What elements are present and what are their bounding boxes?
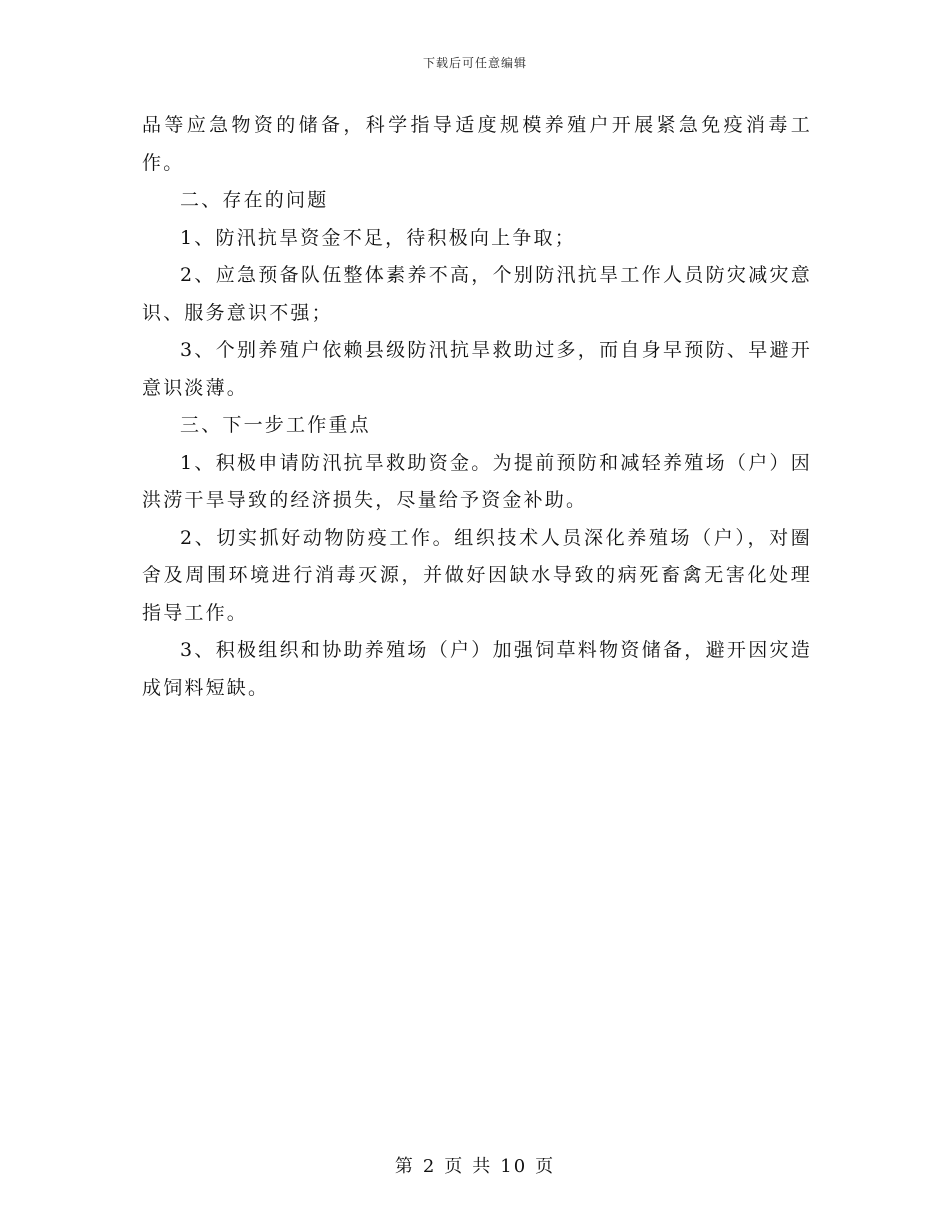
next-step-item-1: 1、积极申请防汛抗旱救助资金。为提前预防和减轻养殖场（户）因洪涝干旱导致的经济损失，尽量给予资金补助。	[142, 451, 812, 511]
page-current-number: 2	[422, 1156, 437, 1177]
page-total-number: 10	[500, 1156, 528, 1177]
page-header: 下载后可任意编辑	[422, 56, 527, 70]
problem-item-3: 3、个别养殖户依赖县级防汛抗旱救助过多，而自身早预防、早避开意识淡薄。	[142, 339, 812, 399]
section-heading-problems: 二、存在的问题	[180, 189, 329, 211]
paragraph-continuation: 品等应急物资的储备，科学指导适度规模养殖户开展紧急免疫消毒工作。	[142, 114, 812, 174]
page-total-label: 共	[472, 1156, 493, 1177]
next-step-item-3: 3、积极组织和协助养殖场（户）加强饲草料物资储备，避开因灾造成饲料短缺。	[142, 639, 812, 699]
page-footer	[0, 1152, 950, 1178]
page-label-prefix: 第	[394, 1156, 415, 1177]
page-label-suffix: 页	[535, 1156, 556, 1177]
problem-item-2: 2、应急预备队伍整体素养不高，个别防汛抗旱工作人员防灾减灾意识、服务意识不强；	[142, 264, 812, 324]
page-label-mid: 页	[444, 1156, 465, 1177]
next-step-item-2: 2、切实抓好动物防疫工作。组织技术人员深化养殖场（户），对圈舍及周围环境进行消毒灭源，并做好因缺水导致的病死畜禽无害化处理指导工作。	[142, 526, 812, 624]
document-body	[142, 107, 812, 707]
problem-item-1: 1、防汛抗旱资金不足，待积极向上争取；	[180, 226, 576, 249]
section-heading-next-steps: 三、下一步工作重点	[180, 414, 371, 436]
